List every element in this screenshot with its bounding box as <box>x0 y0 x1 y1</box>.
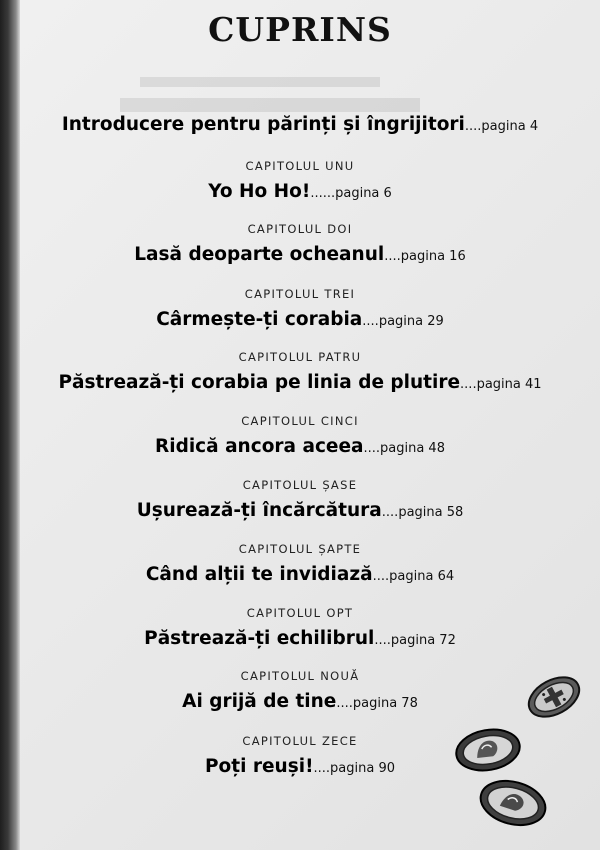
toc-entry-3 <box>0 286 600 334</box>
chapter-label: CAPITOLUL UNU <box>245 159 355 173</box>
chapter-page: pagina 90 <box>330 761 396 776</box>
toc-entry-6 <box>0 477 600 525</box>
chapter-page: pagina 41 <box>476 377 542 392</box>
show-through-marks <box>120 62 430 117</box>
chapter-line <box>0 627 600 653</box>
chapter-line <box>0 371 600 397</box>
chapter-dots: .... <box>384 249 401 264</box>
toc-intro-page: pagina 4 <box>481 119 539 134</box>
chapter-dots: .... <box>313 761 331 776</box>
chapter-page: pagina 6 <box>335 186 392 201</box>
chapter-title: Ușurează-ți încărcătura <box>136 500 382 521</box>
chapter-line <box>0 435 600 461</box>
page-title: CUPRINS <box>208 10 392 49</box>
toc-entry-2 <box>0 221 600 269</box>
chapter-dots: .... <box>363 441 381 456</box>
toc-entry-1 <box>0 158 600 206</box>
chapter-dots: .... <box>374 633 391 648</box>
chapter-page: pagina 16 <box>400 249 466 264</box>
chapter-page: pagina 78 <box>352 696 418 711</box>
chapter-title: Lasă deoparte ocheanul <box>134 244 385 265</box>
chapter-label: CAPITOLUL ȘAPTE <box>238 542 362 556</box>
toc-intro-entry <box>0 114 600 135</box>
chapter-line <box>0 308 600 334</box>
toc-entry-9 <box>0 668 600 716</box>
toc-intro-title: Introducere pentru părinți și îngrijitori <box>61 114 465 135</box>
coin-icon <box>476 776 550 830</box>
chapter-page: pagina 72 <box>390 633 456 648</box>
chapter-dots: .... <box>362 314 379 329</box>
chapter-label: CAPITOLUL DOI <box>247 222 353 236</box>
chapter-label: CAPITOLUL CINCI <box>241 414 359 428</box>
chapter-label: CAPITOLUL NOUĂ <box>240 669 360 683</box>
chapter-title: Poți reuși! <box>204 756 314 777</box>
toc-entry-4 <box>0 349 600 397</box>
toc-entry-7 <box>0 541 600 589</box>
chapter-label: CAPITOLUL OPT <box>246 606 354 620</box>
chapter-label: CAPITOLUL ȘASE <box>242 478 358 492</box>
chapter-line <box>0 690 600 716</box>
chapter-dots: .... <box>381 505 399 520</box>
chapter-line <box>0 563 600 589</box>
chapter-line <box>0 243 600 269</box>
chapter-title: Când alții te invidiază <box>145 564 373 585</box>
chapter-page: pagina 29 <box>378 314 444 329</box>
show-through-text <box>120 62 430 117</box>
toc-entry-5 <box>0 413 600 461</box>
chapter-title: Păstrează-ți corabia pe linia de plutire <box>58 372 461 393</box>
chapter-dots: .... <box>336 696 353 711</box>
chapter-page: pagina 48 <box>380 441 445 456</box>
chapter-title: Cârmește-ți corabia <box>156 309 363 330</box>
chapter-dots: ...... <box>310 186 336 201</box>
chapter-dots: .... <box>460 377 477 392</box>
toc-entry-8 <box>0 605 600 653</box>
chapter-title: Ai grijă de tine <box>182 691 337 712</box>
chapter-label: CAPITOLUL ZECE <box>242 734 358 748</box>
chapter-line <box>0 499 600 525</box>
chapter-page: pagina 64 <box>389 569 455 584</box>
chapter-label: CAPITOLUL PATRU <box>238 350 362 364</box>
chapter-title: Păstrează-ți echilibrul <box>144 628 375 649</box>
coin-icon <box>452 724 524 776</box>
chapter-label: CAPITOLUL TREI <box>244 287 356 301</box>
coin-icon <box>524 672 584 722</box>
chapter-line <box>0 180 600 206</box>
chapter-title: Ridică ancora aceea <box>155 436 364 457</box>
chapter-dots: .... <box>372 569 390 584</box>
chapter-title: Yo Ho Ho! <box>208 181 311 202</box>
toc-intro-dots: .... <box>464 119 482 134</box>
chapter-page: pagina 58 <box>398 505 464 520</box>
